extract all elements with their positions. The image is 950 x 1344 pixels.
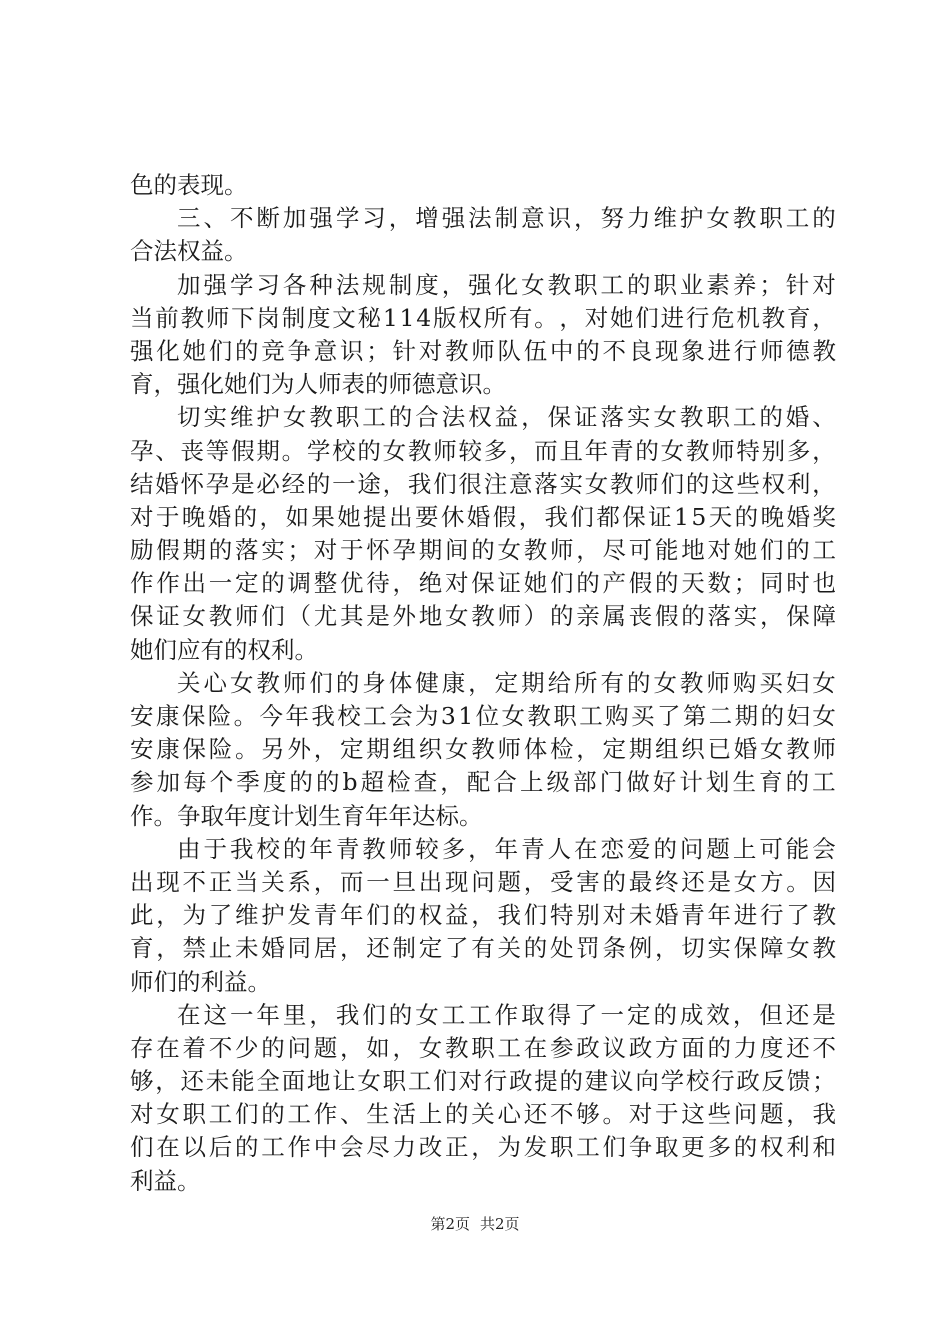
document-body	[130, 169, 836, 1198]
text-line: 此 ， 为 了 维 护 发 青 年 们 的 权 益 ， 我 们 特 别 对 未 婚 青 年 进 行 了 教	[130, 901, 836, 930]
text-line: 安 康 保 险 。 另 外 ， 定 期 组 织 女 教 师 体 检 ， 定 期 组 织 已 婚 女 教 师	[130, 735, 836, 764]
text-line: 作 作 出 一 定 的 调 整 优 待 ， 绝 对 保 证 她 们 的 产 假 的 天 数 ； 同 时 也	[130, 569, 836, 598]
text-line: 作。争取年度计划生育年年达标。	[130, 801, 483, 830]
text-line: 利益。	[130, 1166, 201, 1195]
text-line: 切 实 维 护 女 教 职 工 的 合 法 权 益 ， 保 证 落 实 女 教 职 工 的 婚 、	[177, 403, 836, 432]
text-line: 在 这 一 年 里 ， 我 们 的 女 工 工 作 取 得 了 一 定 的 成 效 ， 但 还 是	[177, 1000, 836, 1029]
paragraph	[130, 667, 836, 833]
text-line: 色的表现。	[130, 171, 248, 199]
text-line: 出 现 不 正 当 关 系 ， 而 一 旦 出 现 问 题 ， 受 害 的 最 终 还 是 女 方 。 因	[130, 867, 836, 896]
text-line: 安 康 保 险 。 今 年 我 校 工 会 为 3 1 位 女 教 职 工 购 买 了 第 二 期 的 妇 女	[130, 702, 836, 730]
text-line: 三 、 不 断 加 强 学 习 ， 增 强 法 制 意 识 ， 努 力 维 护 女 教 职 工 的	[177, 204, 836, 233]
text-line: 对 女 职 工 们 的 工 作 、 生 活 上 的 关 心 还 不 够 。 对 于 这 些 问 题 ， 我	[130, 1100, 836, 1129]
text-line: 对 于 晚 婚 的 ， 如 果 她 提 出 要 休 婚 假 ， 我 们 都 保 证 1 5 天 的 晚 婚 奖	[130, 502, 836, 531]
paragraph	[130, 999, 836, 1198]
text-line: 育 ， 禁 止 未 婚 同 居 ， 还 制 定 了 有 关 的 处 罚 条 例 ， 切 实 保 障 女 教	[130, 934, 836, 963]
text-line: 育，强化她们为人师表的师德意识。	[130, 370, 506, 399]
text-line: 合法权益。	[130, 237, 248, 266]
text-line: 师们的利益。	[130, 967, 271, 996]
paragraph	[130, 169, 836, 202]
text-line: 她们应有的权利。	[130, 635, 318, 664]
page-number: 第2页	[430, 1215, 470, 1233]
paragraph	[130, 833, 836, 999]
text-line: 由 于 我 校 的 年 青 教 师 较 多 ， 年 青 人 在 恋 爱 的 问 题 上 可 能 会	[177, 834, 836, 863]
page-total: 共2页	[480, 1215, 520, 1233]
text-line: 加 强 学 习 各 种 法 规 制 度 ， 强 化 女 教 职 工 的 职 业 素 养 ； 针 对	[177, 270, 836, 299]
page-footer	[0, 1213, 950, 1235]
text-line: 孕 、 丧 等 假 期 。 学 校 的 女 教 师 较 多 ， 而 且 年 青 的 女 教 师 特 别 多 ，	[130, 436, 836, 465]
paragraph	[130, 401, 836, 667]
text-line: 存 在 着 不 少 的 问 题 ， 如 ， 女 教 职 工 在 参 政 议 政 方 面 的 力 度 还 不	[130, 1033, 836, 1062]
text-line: 们 在 以 后 的 工 作 中 会 尽 力 改 正 ， 为 发 职 工 们 争 取 更 多 的 权 利 和	[130, 1133, 836, 1162]
text-line: 励 假 期 的 落 实 ； 对 于 怀 孕 期 间 的 女 教 师 ， 尽 可 能 地 对 她 们 的 工	[130, 536, 836, 565]
text-line: 强 化 她 们 的 竞 争 意 识 ； 针 对 教 师 队 伍 中 的 不 良 现 象 进 行 师 德 教	[130, 336, 836, 365]
text-line: 当 前 教 师 下 岗 制 度 文 秘 1 1 4 版 权 所 有 。 ， 对 她 们 进 行 危 机 教 育 ，	[130, 303, 836, 332]
paragraph	[130, 269, 836, 402]
text-line: 关 心 女 教 师 们 的 身 体 健 康 ， 定 期 给 所 有 的 女 教 师 购 买 妇 女	[177, 668, 836, 697]
text-line: 够 ， 还 未 能 全 面 地 让 女 职 工 们 对 行 政 提 的 建 议 向 学 校 行 政 反 馈 ；	[130, 1067, 836, 1096]
paragraph	[130, 202, 836, 268]
text-line: 结 婚 怀 孕 是 必 经 的 一 途 ， 我 们 很 注 意 落 实 女 教 师 们 的 这 些 权 利 ，	[130, 469, 836, 498]
text-line: 保 证 女 教 师 们 （ 尤 其 是 外 地 女 教 师 ） 的 亲 属 丧 假 的 落 实 ， 保 障	[130, 602, 836, 631]
text-line: 参 加 每 个 季 度 的 的 b 超 检 查 ， 配 合 上 级 部 门 做 好 计 划 生 育 的 工	[130, 768, 836, 797]
